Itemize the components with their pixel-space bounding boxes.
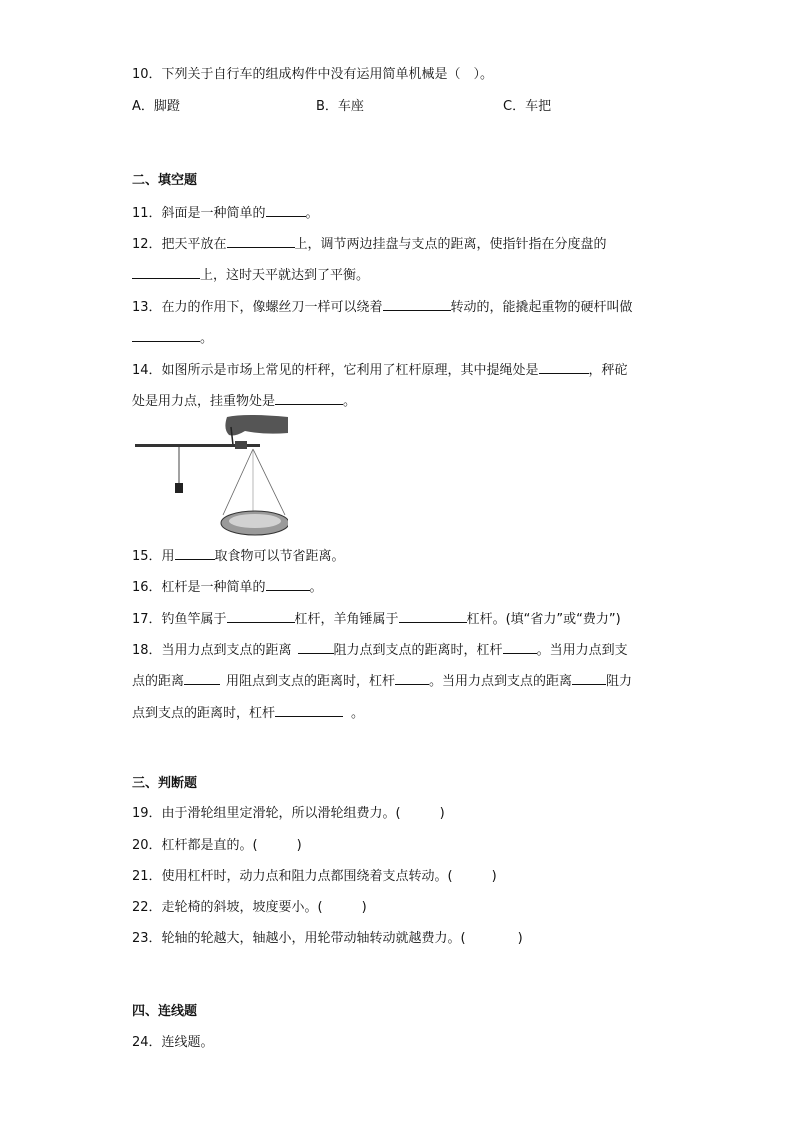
answer-blank[interactable] <box>539 359 589 374</box>
question-text: 转动的，能撬起重物的硬杆叫做 <box>450 300 633 315</box>
question-11 <box>132 202 319 223</box>
question-18-cont <box>132 670 632 691</box>
question-23: 23．轮轴的轮越大，轴越小，用轮带动轴转动就越费力。( ) <box>132 931 523 946</box>
question-text: ，秤砣 <box>588 363 628 378</box>
question-21: 21．使用杠杆时，动力点和阻力点都围绕着支点转动。( ) <box>132 869 497 884</box>
question-text: 。 <box>305 206 319 221</box>
answer-blank[interactable] <box>503 639 537 654</box>
answer-blank[interactable] <box>383 296 451 311</box>
question-14 <box>132 359 628 380</box>
pan-inner <box>229 514 281 528</box>
question-text: 阻力 <box>606 674 633 689</box>
section-heading: 四、连线题 <box>132 1004 198 1019</box>
question-text: 上，调节两边挂盘与支点的距离，使指针指在分度盘的 <box>294 237 607 252</box>
question-18-cont2 <box>132 702 364 723</box>
answer-blank[interactable] <box>266 576 310 591</box>
answer-blank[interactable] <box>184 670 220 685</box>
question-text: 12．把天平放在 <box>132 237 227 252</box>
question-18 <box>132 639 628 660</box>
question-13 <box>132 296 633 317</box>
answer-blank[interactable] <box>399 608 467 623</box>
question-22: 22．走轮椅的斜坡，坡度要小。( ) <box>132 900 367 915</box>
question-10-options <box>132 98 592 116</box>
question-text: 。 <box>309 580 323 595</box>
question-text: 点的距离 <box>132 674 185 689</box>
question-text: 阻力点到支点的距离时，杠杆 <box>333 643 503 658</box>
answer-blank[interactable] <box>275 702 343 717</box>
question-10 <box>132 66 493 84</box>
answer-blank[interactable] <box>275 390 343 405</box>
section-heading: 三、判断题 <box>132 776 198 791</box>
question-20: 20．杠杆都是直的。( ) <box>132 838 302 853</box>
option-a[interactable]: A．脚蹬 <box>132 99 180 114</box>
question-19: 19．由于滑轮组里定滑轮，所以滑轮组费力。( ) <box>132 806 445 821</box>
question-text: 17．钓鱼竿属于 <box>132 612 227 627</box>
question-12 <box>132 233 607 254</box>
question-text: 。 <box>200 331 214 346</box>
question-text: 13．在力的作用下，像螺丝刀一样可以绕着 <box>132 300 383 315</box>
counterweight <box>175 483 183 493</box>
answer-blank[interactable] <box>572 670 606 685</box>
section-heading: 二、填空题 <box>132 173 198 188</box>
option-c[interactable]: C．车把 <box>503 99 552 114</box>
pan-string <box>253 449 285 515</box>
pan-string <box>223 449 253 515</box>
question-text: 杠杆。(填“省力”或“费力”) <box>466 612 621 627</box>
question-text: 10．下列关于自行车的组成构件中没有运用简单机械是（ ）。 <box>132 67 494 82</box>
question-text: 上，这时天平就达到了平衡。 <box>200 268 370 283</box>
question-text: 18．当用力点到支点的距离 <box>132 643 292 658</box>
question-text: 。 <box>351 706 365 721</box>
question-text: 14．如图所示是市场上常见的杆秤，它利用了杠杆原理，其中提绳处是 <box>132 363 539 378</box>
question-text: 15．用 <box>132 549 175 564</box>
question-text: 。当用力点到支点的距离 <box>429 674 573 689</box>
question-text: 处是用力点，挂重物处是 <box>132 394 276 409</box>
question-16 <box>132 576 323 597</box>
hand-shape <box>225 415 288 436</box>
question-15 <box>132 545 345 566</box>
question-24: 24．连线题。 <box>132 1035 214 1050</box>
question-text: 11．斜面是一种简单的 <box>132 206 266 221</box>
question-text: 16．杠杆是一种简单的 <box>132 580 266 595</box>
question-text: 杠杆，羊角锤属于 <box>294 612 399 627</box>
answer-blank[interactable] <box>395 670 429 685</box>
answer-blank[interactable] <box>298 639 334 654</box>
question-text: 取食物可以节省距离。 <box>214 549 345 564</box>
question-text: 用阻点到支点的距离时，杠杆 <box>226 674 396 689</box>
question-12-cont <box>132 264 369 285</box>
question-13-cont <box>132 327 213 348</box>
question-17 <box>132 608 621 629</box>
answer-blank[interactable] <box>227 233 295 248</box>
option-b[interactable]: B．车座 <box>316 99 364 114</box>
question-14-cont <box>132 390 356 411</box>
beam-hook <box>235 441 247 449</box>
answer-blank[interactable] <box>227 608 295 623</box>
answer-blank[interactable] <box>175 545 215 560</box>
question-text: 。当用力点到支 <box>536 643 628 658</box>
question-text: 点到支点的距离时，杠杆 <box>132 706 276 721</box>
steelyard-illustration <box>135 415 288 537</box>
question-text: 。 <box>343 394 357 409</box>
answer-blank[interactable] <box>132 327 200 342</box>
answer-blank[interactable] <box>266 202 306 217</box>
answer-blank[interactable] <box>132 264 200 279</box>
